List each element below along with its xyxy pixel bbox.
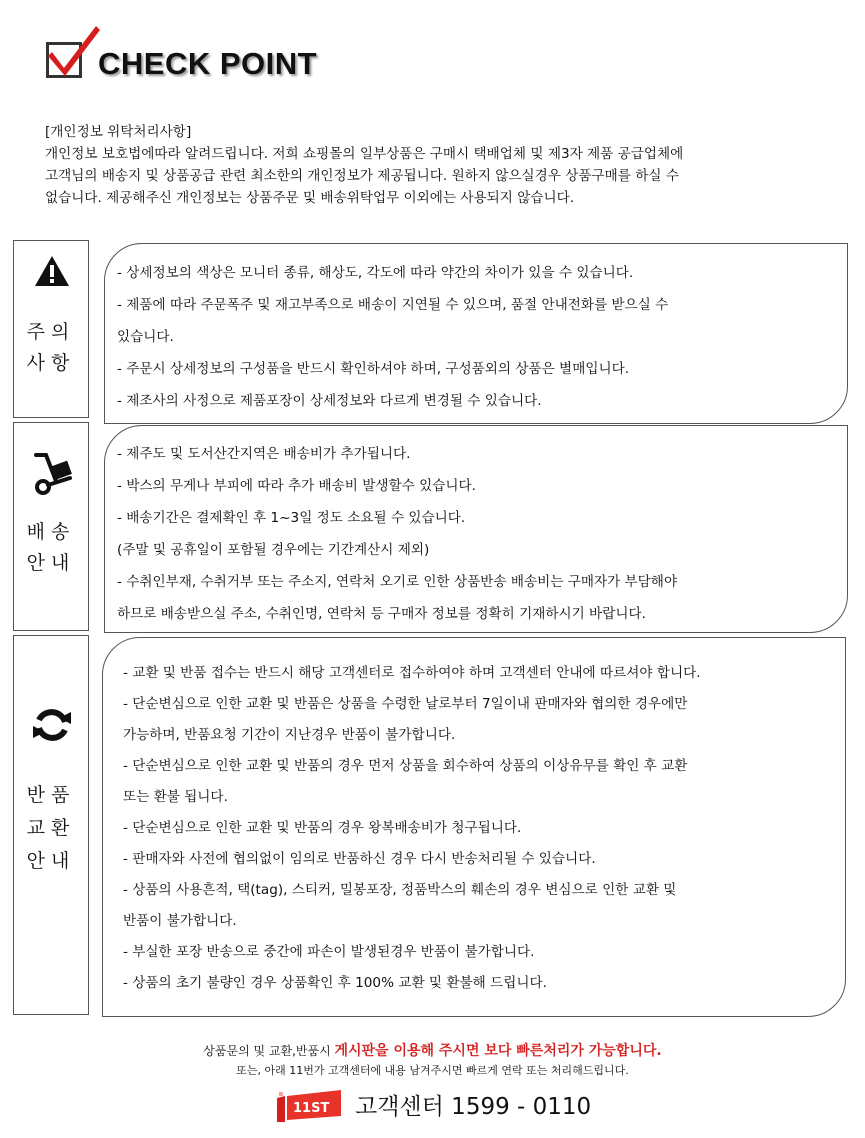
header — [44, 24, 374, 88]
customer-center-number: 고객센터 1599 - 0110 — [355, 1094, 592, 1120]
caution-label-line: 사항 — [26, 352, 76, 374]
list-item: - 단순변심으로 인한 교환 및 반품은 상품을 수령한 날로부터 7일이내 판매자와 협의한 경우에만 — [123, 696, 688, 712]
caution-label-box — [13, 240, 89, 418]
customer-center — [275, 1086, 605, 1126]
list-item: - 주문시 상세정보의 구성품을 반드시 확인하셔야 하며, 구성품외의 상품은 별매입니다. — [117, 361, 630, 377]
privacy-line: 고객님의 배송지 및 상품공급 관련 최소한의 개인정보가 제공됩니다. 원하지 않으실경우 상품구매를 하실 수 — [45, 168, 679, 184]
list-item: 또는 환불 됩니다. — [123, 789, 228, 805]
list-item: - 부실한 포장 반송으로 중간에 파손이 발생된경우 반품이 불가합니다. — [123, 944, 535, 960]
delivery-label-line: 안내 — [26, 552, 76, 574]
privacy-heading: [개인정보 위탁처리사항] — [45, 124, 192, 140]
list-item: - 배송기간은 결제확인 후 1~3일 정도 소요될 수 있습니다. — [117, 510, 466, 526]
11st-logo-text: 11ST — [293, 1101, 330, 1116]
checkmark-icon — [44, 24, 104, 84]
list-item: (주말 및 공휴일이 포함될 경우에는 기간계산시 제외) — [117, 542, 430, 558]
list-item: - 제주도 및 도서산간지역은 배송비가 추가됩니다. — [117, 446, 411, 462]
footer-notice — [0, 1040, 865, 1060]
footer-notice-prefix: 상품문의 및 교환,반품시 — [203, 1044, 335, 1058]
11st-logo — [275, 1090, 343, 1122]
list-item: - 상품의 초기 불량인 경우 상품확인 후 100% 교환 및 환불해 드립니다. — [123, 975, 547, 991]
page-title: CHECK POINT — [98, 46, 318, 81]
delivery-label-line: 배송 — [26, 521, 76, 543]
privacy-notice — [45, 121, 835, 209]
list-item: 가능하며, 반품요청 기간이 지난경우 반품이 불가합니다. — [123, 727, 456, 743]
list-item: - 단순변심으로 인한 교환 및 반품의 경우 먼저 상품을 회수하여 상품의 이상유무를 확인 후 교환 — [123, 758, 688, 774]
list-item: - 상세정보의 색상은 모니터 종류, 해상도, 각도에 따라 약간의 차이가 있을 수 있습니다. — [117, 265, 634, 281]
footer-notice-highlight: 게시판을 이용해 주시면 보다 빠른처리가 가능합니다. — [334, 1043, 662, 1059]
list-item: 반품이 불가합니다. — [123, 913, 237, 929]
list-item: - 제조사의 사정으로 제품포장이 상세정보와 다르게 변경될 수 있습니다. — [117, 393, 542, 409]
delivery-content-box — [104, 425, 848, 633]
warning-icon — [34, 255, 70, 287]
return-label-line: 교환 — [26, 817, 76, 839]
list-item: - 판매자와 사전에 협의없이 임의로 반품하신 경우 다시 반송처리될 수 있습니다. — [123, 851, 596, 867]
list-item: - 상품의 사용흔적, 택(tag), 스티커, 밀봉포장, 정품박스의 훼손의 경우 변심으로 인한 교환 및 — [123, 882, 677, 898]
list-item: - 단순변심으로 인한 교환 및 반품의 경우 왕복배송비가 청구됩니다. — [123, 820, 522, 836]
footer-subnotice: 또는, 아래 11번가 고객센터에 내용 남겨주시면 빠르게 연락 또는 처리해드립니다. — [236, 1064, 629, 1077]
list-item: 하므로 배송받으실 주소, 수취인명, 연락처 등 구매자 정보를 정확히 기재하시기 바랍니다. — [117, 606, 646, 622]
refresh-icon — [31, 704, 73, 746]
list-item: 있습니다. — [117, 329, 174, 345]
privacy-line: 없습니다. 제공해주신 개인정보는 상품주문 및 배송위탁업무 이외에는 사용되지 않습니다. — [45, 190, 575, 206]
return-label-line: 안내 — [26, 850, 76, 872]
caution-content-box — [104, 243, 848, 424]
list-item: - 제품에 따라 주문폭주 및 재고부족으로 배송이 지연될 수 있으며, 품절 안내전화를 받으실 수 — [117, 297, 669, 313]
list-item: - 박스의 무게나 부피에 따라 추가 배송비 발생할수 있습니다. — [117, 478, 476, 494]
delivery-label-box — [13, 422, 89, 631]
list-item: - 수취인부재, 수취거부 또는 주소지, 연락처 오기로 인한 상품반송 배송비는 구매자가 부담해야 — [117, 574, 678, 590]
hand-truck-icon — [32, 451, 74, 495]
caution-label-line: 주의 — [26, 321, 76, 343]
return-content-box — [102, 637, 846, 1017]
return-label-box — [13, 635, 89, 1015]
list-item: - 교환 및 반품 접수는 반드시 해당 고객센터로 접수하여야 하며 고객센터 안내에 따르셔야 합니다. — [123, 665, 701, 681]
privacy-line: 개인정보 보호법에따라 알려드립니다. 저희 쇼핑몰의 일부상품은 구매시 택배업체 및 제3자 제품 공급업체에 — [45, 146, 684, 162]
return-label-line: 반품 — [26, 784, 76, 806]
